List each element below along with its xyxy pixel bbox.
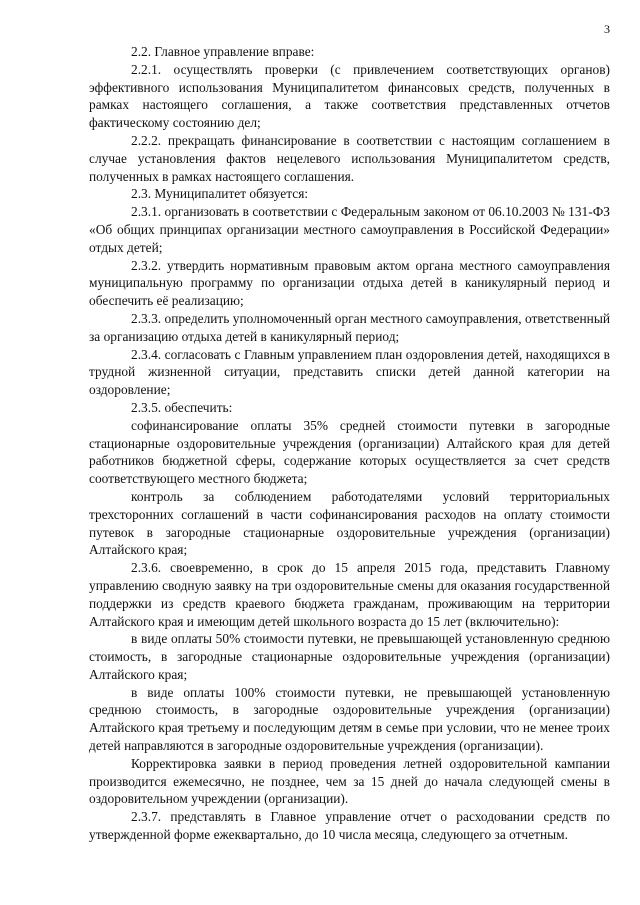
paragraph-2-3-1: 2.3.1. организовать в соответствии с Федеральным законом от 06.10.2003 № 131-ФЗ «Об общих принципах организации местного самоуправления в Российской Федерации» отдых детей; — [89, 204, 610, 255]
paragraph-2-3: 2.3. Муниципалитет обязуется: — [131, 186, 309, 202]
paragraph-2-3-5: 2.3.5. обеспечить: — [131, 399, 233, 415]
paragraph-2-3-2: 2.3.2. утвердить нормативным правовым актом органа местного самоуправления муниципальную программу по организации отдыха детей в каникулярный период и обеспечить её реализацию; — [89, 257, 610, 309]
paragraph-payment-50: в виде оплаты 50% стоимости путевки, не превышающей установленную среднюю стоимость, в загородные стационарные оздоровительные учреждения (организации) Алтайского края; — [89, 631, 610, 682]
paragraph-2-2-2: 2.2.2. прекращать финансирование в соответствии с настоящим соглашением в случае установления фактов нецелевого использования Муниципалитетом средств, полученных в рамках настоящего соглашения. — [89, 132, 610, 184]
paragraph-correction: Корректировка заявки в период проведения летней оздоровительной кампании производится ежемесячно, не позднее, чем за 15 дней до начала следующей смены в оздоровительном учреждении (организации). — [89, 755, 610, 807]
paragraph-2-3-3: 2.3.3. определить уполномоченный орган местного самоуправления, ответственный за организацию отдыха детей в каникулярный период; — [89, 310, 610, 344]
paragraph-payment-100: в виде оплаты 100% стоимости путевки, не превышающей установленную среднюю стоимость, в загородные оздоровительные учреждения (организации) Алтайского края третьему и последующим детям в семье при условии, что не менее троих детей направляются в загородные оздоровительные учреждения (организации). — [89, 684, 610, 754]
paragraph-2-3-7: 2.3.7. представлять в Главное управление отчет о расходовании средств по утвержденной форме ежеквартально, до 10 числа месяца, следующего за отчетным. — [89, 809, 610, 843]
page-number: 3 — [604, 22, 610, 36]
paragraph-cofinancing: софинансирование оплаты 35% средней стоимости путевки в загородные стационарные оздоровительные учреждения (организации) Алтайского края для детей работников бюджетной сферы, содержание которых осуществляется за счет средств соответствующего местного бюджета; — [89, 417, 610, 487]
paragraph-2-3-6: 2.3.6. своевременно, в срок до 15 апреля 2015 года, представить Главному управлению сводную заявку на три оздоровительные смены для оказания государственной поддержки из средств краевого бюджета гражданам, проживающим на территории Алтайского края и имеющим детей школьного возраста до 15 лет (включительно): — [89, 560, 610, 629]
paragraph-2-3-4: 2.3.4. согласовать с Главным управлением план оздоровления детей, находящихся в трудной жизненной ситуации, представить списки детей данной категории на оздоровление; — [89, 346, 610, 398]
document-body — [89, 43, 610, 844]
paragraph-control: контроль за соблюдением работодателями условий территориальных трехсторонних соглашений в части софинансирования расходов на оплату стоимости путевок в загородные стационарные оздоровительные учреждения (организации) Алтайского края; — [89, 488, 610, 558]
paragraph-2-2-1: 2.2.1. осуществлять проверки (с привлечением соответствующих органов) эффективного использования Муниципалитетом финансовых средств, полученных в рамках настоящего соглашения, а также соответствия представленных отчетов фактическому состоянию дел; — [89, 61, 610, 131]
paragraph-2-2: 2.2. Главное управление вправе: — [131, 44, 315, 59]
